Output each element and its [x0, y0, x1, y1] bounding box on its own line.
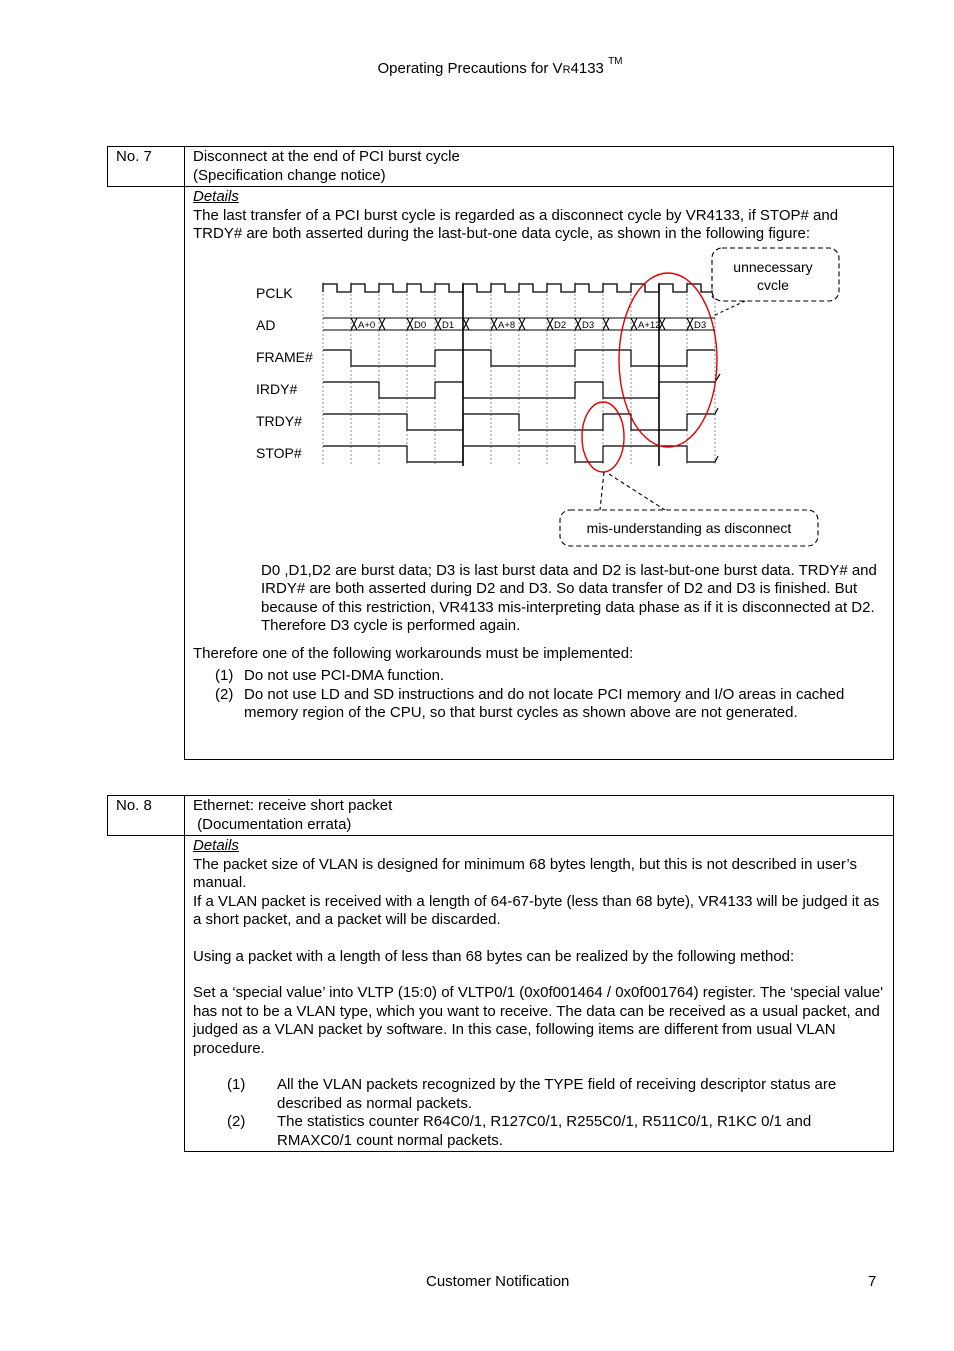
list-item-number: (2) [227, 1113, 246, 1130]
header-title-small: R [562, 64, 571, 76]
signal-label-stop: STOP# [256, 444, 302, 461]
ad-label-d3: D3 [582, 319, 595, 331]
callout-disconnect-text: mis-understanding as disconnect [586, 519, 792, 536]
trademark: TM [608, 56, 623, 67]
note-8-details-label: Details [193, 837, 239, 854]
callout-unnecessary-line2: cvcle [757, 276, 789, 293]
list-item [193, 1076, 885, 1113]
note-8-table [107, 795, 894, 1152]
signal-label-frame: FRAME# [256, 348, 313, 365]
irdy-waveform [323, 374, 720, 398]
page-number: 7 [868, 1273, 877, 1290]
signal-label-pclk: PCLK [256, 284, 293, 301]
note-7-title-line2: (Specification change notice) [193, 166, 386, 184]
list-item-text: Do not use PCI-DMA function. [244, 667, 445, 684]
pclk-waveform [323, 284, 715, 292]
ad-label-d0: D0 [414, 319, 427, 331]
list-item-text: All the VLAN packets recognized by the TYPE field of receiving descriptor status are described as normal packets. [277, 1076, 837, 1112]
list-item [193, 686, 885, 723]
signal-label-ad: AD [256, 316, 276, 333]
timing-diagram-svg [185, 244, 885, 554]
note-8-para2: If a VLAN packet is received with a length of 64-67-byte (less than 68 byte), VR4133 will be judged it as a short packet, and a packet will be discarded. [193, 892, 880, 928]
callout-disconnect-pointer [600, 472, 665, 510]
timing-diagram [193, 244, 885, 554]
note-7-number: No. 7 [108, 147, 185, 187]
unnecessary-cycle-circle [619, 273, 717, 447]
note-8-title-line2: (Documentation errata) [193, 815, 352, 833]
note-8-para3: Using a packet with a length of less than 68 bytes can be realized by the following method: [193, 947, 795, 965]
note-7-title-line1: Disconnect at the end of PCI burst cycle [193, 148, 460, 165]
note-7-title [185, 147, 894, 187]
ad-label-d1: D1 [442, 319, 455, 331]
note-7-table [107, 146, 894, 760]
callout-unnecessary-pointer [713, 301, 745, 316]
note-8-para4: Set a ‘special value’ into VLTP (15:0) of VLTP0/1 (0x0f001464 / 0x0f001764) register. The ‘special value' has not to be a VLAN type, which you want to receive. The data can be received as a usual packet, and judged as a VLAN packet by software. In this case, following items are different from usual VLAN procedure. [193, 984, 883, 1057]
note-8-para1: The packet size of VLAN is designed for minimum 68 bytes length, but this is not described in user’s manual. [193, 855, 857, 891]
note-7-body [185, 187, 894, 760]
grid-lines [323, 282, 715, 466]
note-8-blank [108, 836, 185, 1152]
list-item-number: (1) [215, 667, 234, 684]
header-title-prefix: Operating Precautions for V [377, 60, 563, 77]
note-7-blank [108, 187, 185, 760]
ad-label-a0: A+0 [358, 319, 376, 331]
list-item-text: Do not use LD and SD instructions and do not locate PCI memory and I/O areas in cached memory region of the CPU, so that burst cycles as shown above are not generated. [244, 685, 845, 721]
edge-lines [463, 284, 659, 466]
note-8-title [185, 796, 894, 836]
list-item-text: The statistics counter R64C0/1, R127C0/1, R255C0/1, R511C0/1, R1KC 0/1 and RMAXC0/1 count normal packets. [277, 1113, 812, 1149]
list-item-number: (1) [227, 1076, 246, 1093]
note-8-item-list [193, 1076, 885, 1150]
list-item-number: (2) [215, 685, 234, 703]
note-7-explanation: D0 ,D1,D2 are burst data; D3 is last burst data and D2 is last-but-one burst data. TRDY# and IRDY# are both asserted during D2 and D3. So data transfer of D2 and D3 is finished. But because of this restriction, VR4133 mis-interpreting data phase as if it is disconnected at D2. Therefore D3 cycle is performed again. [261, 561, 877, 634]
footer-center: Customer Notification [426, 1273, 570, 1290]
ad-label-d3-again: D3 [694, 319, 707, 331]
list-item [193, 667, 885, 686]
ad-label-a12: A+12 [638, 319, 661, 331]
note-7-intro: The last transfer of a PCI burst cycle is regarded as a disconnect cycle by VR4133, if STOP# and TRDY# are both asserted during the last-but-one data cycle, as shown in the following figure: [193, 206, 839, 242]
note-8-number: No. 8 [108, 796, 185, 836]
callout-unnecessary-line1: unnecessary [733, 258, 813, 275]
note-8-title-line1: Ethernet: receive short packet [193, 797, 393, 814]
note-7-workaround-list [193, 667, 885, 723]
header-title-suffix: 4133 [570, 60, 609, 77]
list-item [193, 1113, 885, 1150]
signal-label-irdy: IRDY# [256, 380, 298, 397]
signal-label-trdy: TRDY# [256, 412, 302, 429]
ad-label-d2: D2 [554, 319, 567, 331]
ad-label-a8: A+8 [498, 319, 516, 331]
note-7-workaround-intro: Therefore one of the following workarounds must be implemented: [193, 644, 634, 662]
page-header [0, 56, 954, 80]
note-8-body [185, 836, 894, 1152]
note-7-details-label: Details [193, 188, 239, 205]
